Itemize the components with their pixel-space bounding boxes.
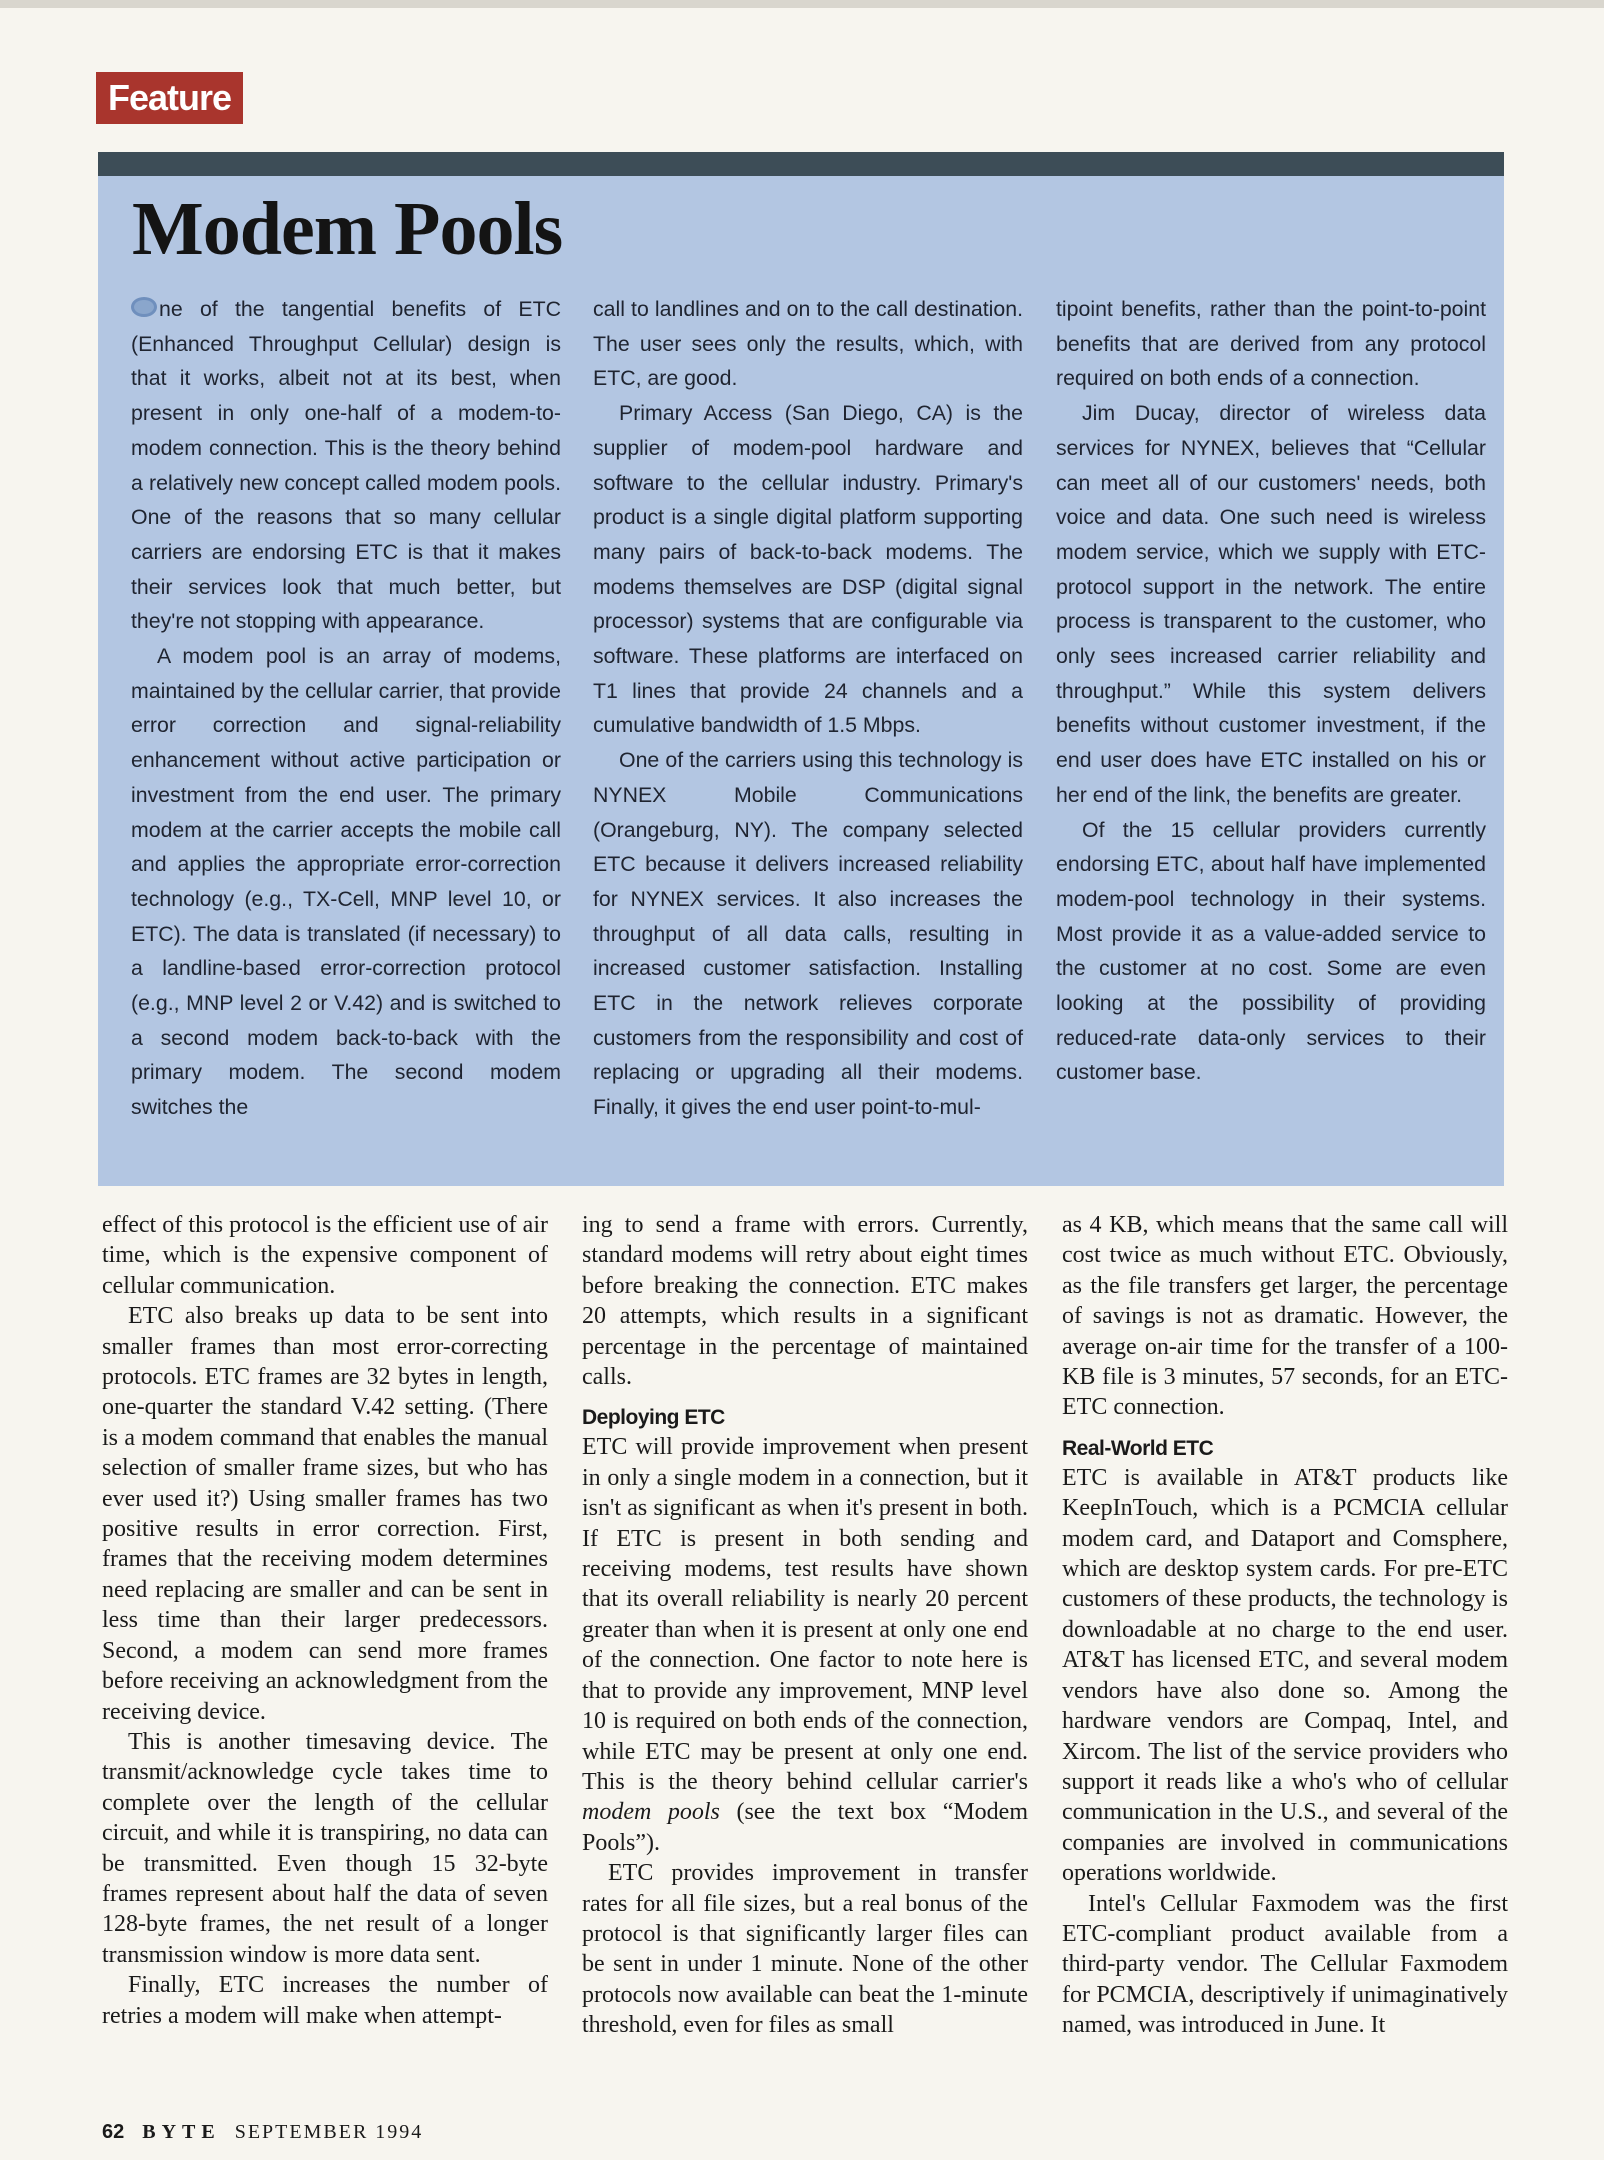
article-paragraph: ETC provides improvement in transfer rates for all file sizes, but a real bonus of the protocol is that significantly larger files can be sent in under 1 minute. None of the other protocols now available can beat the 1-minute threshold, even for files as small: [582, 1860, 1028, 2039]
subheading-deploying-etc: Deploying ETC: [582, 1406, 725, 1430]
subheading-real-world-etc: Real-World ETC: [1062, 1436, 1214, 1460]
sidebar-paragraph: Of the 15 cellular providers currently endorsing ETC, about half have implemented modem-pool technology in their systems. Most provide it as a value-added service to the customer at no cost. Some are even looking at the possibility of providing reduced-rate data-only services to their customer base.: [1056, 817, 1486, 1085]
article-column-1: [102, 1210, 548, 2031]
sidebar-paragraph: Jim Ducay, director of wireless data services for NYNEX, believes that “Cellular can meet all of our customers' needs, both voice and data. One such need is wireless modem service, which we supply with ETC-protocol support in the network. The entire process is transparent to the customer, who only sees increased carrier reliability and throughput.” While this system delivers benefits without customer investment, if the end user does have ETC installed on his or her end of the link, the benefits are greater.: [1056, 401, 1486, 807]
page-footer: [102, 2119, 423, 2145]
article-paragraph: ETC is available in AT&T products like KeepInTouch, which is a PCMCIA cellular modem card, and Dataport and Comsphere, which are desktop system cards. For pre-ETC customers of these products, the technology is downloadable at no charge to the end user. AT&T has licensed ETC, and several modem vendors have also done so. Among the hardware vendors are Compaq, Intel, and Xircom. The list of the service providers who support it reads like a who's who of cellular communication in the U.S., and several of the companies are involved in communications operations worldwide.: [1062, 1464, 1508, 1887]
article-paragraph: effect of this protocol is the efficient use of air time, which is the expensive component of cellular communication.: [102, 1212, 548, 1299]
page-number: 62: [102, 2121, 125, 2143]
article-paragraph: ing to send a frame with errors. Currently, standard modems will retry about eight times before breaking the connection. ETC makes 20 attempts, which results in a significant percentage in the percentage of maintained calls.: [582, 1212, 1028, 1391]
sidebar-column-1: [131, 292, 561, 1125]
article-paragraph: ETC also breaks up data to be sent into smaller frames than most error-correcting protocols. ETC frames are 32 bytes in length, one-quarter the standard V.42 setting. (There is a modem command that enables the manual selection of smaller frame sizes, but who has ever used it?) Using smaller frames has two positive results in error correction. First, frames that the receiving modem determines need replacing are smaller and can be sent in less time than their larger predecessors. Second, a modem can send more frames before receiving an acknowledgment from the receiving device.: [102, 1303, 548, 1725]
sidebar-paragraph: A modem pool is an array of modems, maintained by the cellular carrier, that provide error correction and signal-reliability enhancement without active participation or investment from the end user. The primary modem at the carrier accepts the mobile call and applies the appropriate error-correction technology (e.g., TX-Cell, MNP level 10, or ETC). The data is translated (if necessary) to a landline-based error-correction protocol (e.g., MNP level 2 or V.42) and is switched to a second modem back-to-back with the primary modem. The second modem switches the: [131, 644, 561, 1120]
sidebar-paragraph: tipoint benefits, rather than the point-to-point benefits that are derived from any protocol required on both ends of a connection.: [1056, 297, 1486, 391]
sidebar-title: Modem Pools: [132, 187, 563, 271]
sidebar-column-3: [1056, 292, 1486, 1090]
article-paragraph: This is another timesaving device. The transmit/acknowledge cycle takes time to complete over the length of the cellular circuit, and while it is transpiring, no data can be transmitted. Even though 15 32-byte frames represent about half the data of seven 128-byte frames, the net result of a longer transmission window is more data sent.: [102, 1728, 548, 1968]
drop-cap-o: [131, 297, 157, 317]
article-paragraph: Finally, ETC increases the number of retries a modem will make when attempt-: [102, 1972, 548, 2029]
issue-date: SEPTEMBER 1994: [234, 2121, 424, 2143]
article-paragraph: as 4 KB, which means that the same call will cost twice as much without ETC. Obviously, as the file transfers get larger, the percentage of savings is not as dramatic. However, the average on-air time for the transfer of a 100-KB file is 3 minutes, 57 seconds, for an ETC-ETC connection.: [1062, 1212, 1508, 1421]
italic-term: modem pools: [582, 1799, 720, 1826]
magazine-name: BYTE: [142, 2121, 221, 2143]
article-paragraph: Intel's Cellular Faxmodem was the first ETC-compliant product available from a third-party vendor. The Cellular Faxmodem for PCMCIA, descriptively if unimaginatively named, was introduced in June. It: [1062, 1890, 1508, 2039]
sidebar-paragraph: ne of the tangential benefits of ETC (Enhanced Throughput Cellular) design is that it works, albeit not at its best, when present in only one-half of a modem-to-modem connection. This is the theory behind a relatively new concept called modem pools. One of the reasons that so many cellular carriers are endorsing ETC is that it makes their services look that much better, but they're not stopping with appearance.: [131, 297, 561, 634]
section-tag: Feature: [96, 72, 243, 124]
sidebar-paragraph: call to landlines and on to the call destination. The user sees only the results, which, with ETC, are good.: [593, 297, 1023, 391]
sidebar-paragraph: Primary Access (San Diego, CA) is the supplier of modem-pool hardware and software to the cellular industry. Primary's product is a single digital platform supporting many pairs of back-to-back modems. The modems themselves are DSP (digital signal processor) systems that are configurable via software. These platforms are interfaced on T1 lines that provide 24 channels and a cumulative bandwidth of 1.5 Mbps.: [593, 401, 1023, 738]
article-column-3: [1062, 1210, 1508, 2041]
article-paragraph: ETC will provide improvement when present in only a single modem in a connection, but it isn't as significant as when it's present in both. If ETC is present in both sending and receiving modems, test results have shown that its overall reliability is nearly 20 percent greater than when it is present at only one end of the connection. One factor to note here is that to provide any improvement, MNP level 10 is required on both ends of the connection, while ETC may be present at only one end. This is the theory behind cellular carrier's modem pools (see the text box “Modem Pools”).: [582, 1434, 1029, 1856]
sidebar-paragraph: One of the carriers using this technology is NYNEX Mobile Communications (Orangeburg, NY). The company selected ETC because it delivers increased reliability for NYNEX services. It also increases the throughput of all data calls, resulting in increased customer satisfaction. Installing ETC in the network relieves corporate customers from the responsibility and cost of replacing or upgrading all their modems. Finally, it gives the end user point-to-mul-: [593, 748, 1023, 1120]
article-column-2: [582, 1210, 1028, 2041]
page-top-edge: [0, 0, 1604, 8]
sidebar-column-2: [593, 292, 1023, 1125]
